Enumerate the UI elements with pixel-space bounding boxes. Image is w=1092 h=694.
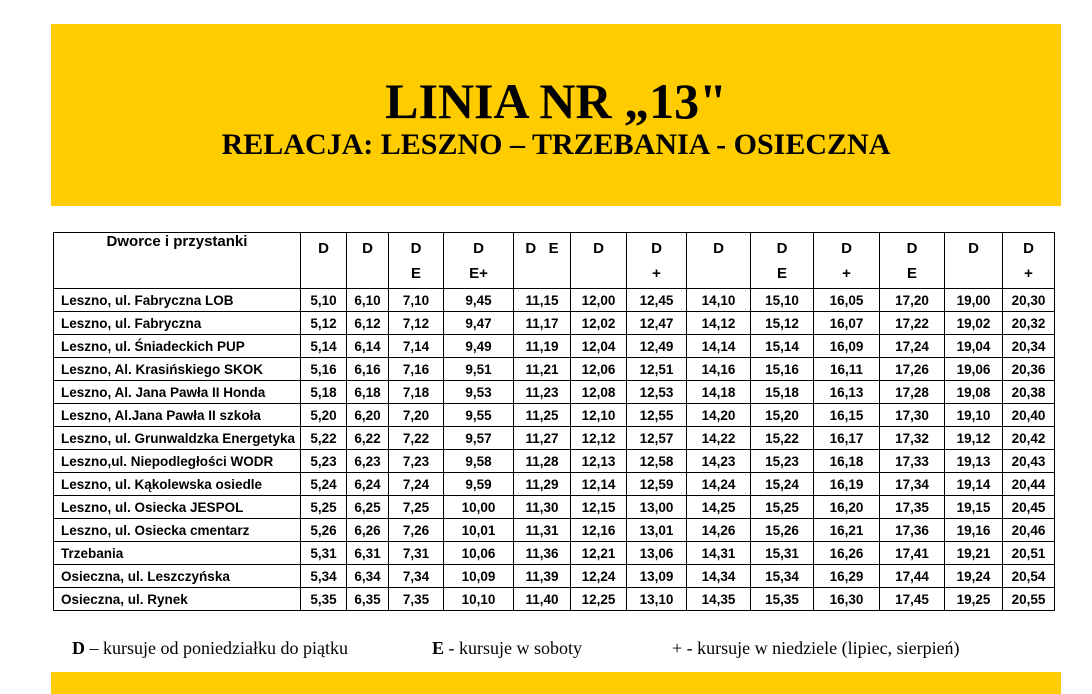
departure-time: 13,10 <box>627 588 687 611</box>
course-extra-code <box>571 262 626 286</box>
course-column-header <box>1003 233 1055 289</box>
stop-name: Leszno,ul. Niepodległości WODR <box>54 450 301 473</box>
course-extra-code: E <box>776 265 787 282</box>
departure-time: 9,58 <box>444 450 514 473</box>
departure-time: 16,15 <box>814 404 880 427</box>
course-day-code: D <box>841 240 852 257</box>
departure-time: 19,06 <box>945 358 1003 381</box>
departure-time: 5,22 <box>301 427 347 450</box>
departure-time: 16,05 <box>814 289 880 312</box>
departure-time: 14,18 <box>687 381 751 404</box>
departure-time: 16,09 <box>814 335 880 358</box>
departure-time: 19,16 <box>945 519 1003 542</box>
departure-time: 19,13 <box>945 450 1003 473</box>
legend-plus-text: - kursuje w niedziele (lipiec, sierpień) <box>682 638 960 658</box>
departure-time: 5,10 <box>301 289 347 312</box>
departure-time: 7,25 <box>389 496 444 519</box>
header-banner <box>51 24 1061 206</box>
departure-time: 15,34 <box>751 565 814 588</box>
departure-time: 5,12 <box>301 312 347 335</box>
departure-time: 14,26 <box>687 519 751 542</box>
departure-time: 11,36 <box>514 542 571 565</box>
table-row <box>54 565 1055 588</box>
departure-time: 11,40 <box>514 588 571 611</box>
departure-time: 15,25 <box>751 496 814 519</box>
legend <box>72 636 1032 660</box>
departure-time: 6,16 <box>347 358 389 381</box>
legend-plus-symbol: + <box>672 638 683 658</box>
departure-time: 20,51 <box>1003 542 1055 565</box>
departure-time: 20,36 <box>1003 358 1055 381</box>
departure-time: 6,34 <box>347 565 389 588</box>
course-extra-code <box>347 262 388 286</box>
course-day-code: D <box>968 240 979 257</box>
departure-time: 16,07 <box>814 312 880 335</box>
table-row <box>54 404 1055 427</box>
course-column-header <box>301 233 347 289</box>
departure-time: 5,34 <box>301 565 347 588</box>
course-day-code: D E <box>525 240 559 257</box>
departure-time: 10,01 <box>444 519 514 542</box>
departure-time: 6,14 <box>347 335 389 358</box>
departure-time: 15,22 <box>751 427 814 450</box>
departure-time: 7,20 <box>389 404 444 427</box>
stop-name: Leszno, ul. Osiecka cmentarz <box>54 519 301 542</box>
departure-time: 12,49 <box>627 335 687 358</box>
course-day-code: D <box>651 240 662 257</box>
departure-time: 20,42 <box>1003 427 1055 450</box>
departure-time: 7,14 <box>389 335 444 358</box>
departure-time: 11,17 <box>514 312 571 335</box>
departure-time: 12,08 <box>571 381 627 404</box>
departure-time: 14,24 <box>687 473 751 496</box>
departure-time: 20,34 <box>1003 335 1055 358</box>
legend-e-symbol: E <box>432 638 445 658</box>
legend-item-e <box>432 636 582 660</box>
course-day-code: D <box>593 240 604 257</box>
departure-time: 9,49 <box>444 335 514 358</box>
departure-time: 14,12 <box>687 312 751 335</box>
route-subtitle: RELACJA: LESZNO – TRZEBANIA - OSIECZNA <box>221 128 891 161</box>
departure-time: 9,59 <box>444 473 514 496</box>
course-extra-code: E+ <box>469 265 488 282</box>
departure-time: 12,13 <box>571 450 627 473</box>
departure-time: 12,47 <box>627 312 687 335</box>
departure-time: 6,24 <box>347 473 389 496</box>
departure-time: 19,10 <box>945 404 1003 427</box>
departure-time: 6,22 <box>347 427 389 450</box>
departure-time: 20,32 <box>1003 312 1055 335</box>
stop-name: Leszno, ul. Fabryczna <box>54 312 301 335</box>
table-row <box>54 450 1055 473</box>
departure-time: 17,26 <box>880 358 945 381</box>
departure-time: 15,24 <box>751 473 814 496</box>
course-column-header <box>945 233 1003 289</box>
departure-time: 11,27 <box>514 427 571 450</box>
course-extra-code <box>687 262 750 286</box>
departure-time: 6,25 <box>347 496 389 519</box>
course-extra-code: + <box>652 265 661 282</box>
table-row <box>54 335 1055 358</box>
departure-time: 17,30 <box>880 404 945 427</box>
timetable-header-row <box>54 233 1055 289</box>
departure-time: 6,23 <box>347 450 389 473</box>
departure-time: 14,20 <box>687 404 751 427</box>
departure-time: 20,54 <box>1003 565 1055 588</box>
course-column-header <box>347 233 389 289</box>
departure-time: 19,14 <box>945 473 1003 496</box>
table-row <box>54 358 1055 381</box>
departure-time: 12,16 <box>571 519 627 542</box>
stop-name: Leszno, ul. Osiecka JESPOL <box>54 496 301 519</box>
departure-time: 16,11 <box>814 358 880 381</box>
legend-d-text: – kursuje od poniedziałku do piątku <box>85 638 348 658</box>
departure-time: 12,53 <box>627 381 687 404</box>
departure-time: 20,44 <box>1003 473 1055 496</box>
course-extra-code <box>514 262 570 286</box>
departure-time: 5,20 <box>301 404 347 427</box>
departure-time: 15,14 <box>751 335 814 358</box>
departure-time: 10,06 <box>444 542 514 565</box>
stop-name: Leszno, Al.Jana Pawła II szkoła <box>54 404 301 427</box>
departure-time: 20,30 <box>1003 289 1055 312</box>
departure-time: 5,31 <box>301 542 347 565</box>
departure-time: 12,15 <box>571 496 627 519</box>
departure-time: 5,25 <box>301 496 347 519</box>
course-day-code: D <box>713 240 724 257</box>
departure-time: 17,34 <box>880 473 945 496</box>
departure-time: 17,28 <box>880 381 945 404</box>
departure-time: 16,19 <box>814 473 880 496</box>
departure-time: 19,25 <box>945 588 1003 611</box>
course-column-header <box>389 233 444 289</box>
departure-time: 6,20 <box>347 404 389 427</box>
course-column-header <box>687 233 751 289</box>
departure-time: 17,24 <box>880 335 945 358</box>
departure-time: 17,36 <box>880 519 945 542</box>
stop-name: Leszno, Al. Jana Pawła II Honda <box>54 381 301 404</box>
departure-time: 12,58 <box>627 450 687 473</box>
departure-time: 19,02 <box>945 312 1003 335</box>
departure-time: 19,21 <box>945 542 1003 565</box>
departure-time: 12,55 <box>627 404 687 427</box>
course-column-header <box>514 233 571 289</box>
departure-time: 6,35 <box>347 588 389 611</box>
departure-time: 13,01 <box>627 519 687 542</box>
departure-time: 11,31 <box>514 519 571 542</box>
course-day-code: D <box>776 240 788 257</box>
course-column-header <box>880 233 945 289</box>
departure-time: 13,00 <box>627 496 687 519</box>
departure-time: 9,47 <box>444 312 514 335</box>
course-extra-code: E <box>410 265 421 282</box>
departure-time: 11,39 <box>514 565 571 588</box>
course-column-header <box>571 233 627 289</box>
departure-time: 12,25 <box>571 588 627 611</box>
departure-time: 17,41 <box>880 542 945 565</box>
table-row <box>54 542 1055 565</box>
departure-time: 19,12 <box>945 427 1003 450</box>
course-day-code: D <box>473 240 484 257</box>
departure-time: 12,06 <box>571 358 627 381</box>
departure-time: 7,16 <box>389 358 444 381</box>
departure-time: 14,22 <box>687 427 751 450</box>
departure-time: 6,26 <box>347 519 389 542</box>
departure-time: 9,53 <box>444 381 514 404</box>
departure-time: 9,51 <box>444 358 514 381</box>
table-row <box>54 427 1055 450</box>
departure-time: 16,18 <box>814 450 880 473</box>
departure-time: 12,57 <box>627 427 687 450</box>
departure-time: 11,28 <box>514 450 571 473</box>
course-column-header <box>814 233 880 289</box>
departure-time: 12,59 <box>627 473 687 496</box>
departure-time: 16,13 <box>814 381 880 404</box>
departure-time: 14,23 <box>687 450 751 473</box>
departure-time: 13,06 <box>627 542 687 565</box>
departure-time: 6,31 <box>347 542 389 565</box>
departure-time: 19,00 <box>945 289 1003 312</box>
legend-item-plus <box>672 636 960 660</box>
departure-time: 17,33 <box>880 450 945 473</box>
legend-d-symbol: D <box>72 638 85 658</box>
stop-name: Leszno, ul. Kąkolewska osiedle <box>54 473 301 496</box>
course-day-code: D <box>318 240 329 257</box>
departure-time: 11,25 <box>514 404 571 427</box>
departure-time: 11,19 <box>514 335 571 358</box>
course-column-header <box>751 233 814 289</box>
departure-time: 19,04 <box>945 335 1003 358</box>
departure-time: 14,10 <box>687 289 751 312</box>
departure-time: 7,35 <box>389 588 444 611</box>
timetable-body <box>54 289 1055 611</box>
departure-time: 5,24 <box>301 473 347 496</box>
departure-time: 14,16 <box>687 358 751 381</box>
departure-time: 5,18 <box>301 381 347 404</box>
departure-time: 12,14 <box>571 473 627 496</box>
course-extra-code <box>945 262 1002 286</box>
departure-time: 7,24 <box>389 473 444 496</box>
stop-name: Trzebania <box>54 542 301 565</box>
departure-time: 11,29 <box>514 473 571 496</box>
departure-time: 20,46 <box>1003 519 1055 542</box>
departure-time: 15,10 <box>751 289 814 312</box>
departure-time: 13,09 <box>627 565 687 588</box>
departure-time: 10,10 <box>444 588 514 611</box>
departure-time: 20,43 <box>1003 450 1055 473</box>
departure-time: 17,20 <box>880 289 945 312</box>
departure-time: 9,57 <box>444 427 514 450</box>
stop-name: Osieczna, ul. Rynek <box>54 588 301 611</box>
departure-time: 16,17 <box>814 427 880 450</box>
departure-time: 19,15 <box>945 496 1003 519</box>
departure-time: 12,02 <box>571 312 627 335</box>
course-column-header <box>627 233 687 289</box>
departure-time: 9,45 <box>444 289 514 312</box>
departure-time: 20,40 <box>1003 404 1055 427</box>
course-extra-code <box>301 262 346 286</box>
departure-time: 7,22 <box>389 427 444 450</box>
departure-time: 5,26 <box>301 519 347 542</box>
timetable <box>53 232 1055 611</box>
course-extra-code: + <box>842 265 851 282</box>
course-day-code: D <box>410 240 422 257</box>
departure-time: 6,18 <box>347 381 389 404</box>
departure-time: 11,21 <box>514 358 571 381</box>
stop-name: Osieczna, ul. Leszczyńska <box>54 565 301 588</box>
departure-time: 9,55 <box>444 404 514 427</box>
table-row <box>54 312 1055 335</box>
table-row <box>54 588 1055 611</box>
departure-time: 11,23 <box>514 381 571 404</box>
departure-time: 7,23 <box>389 450 444 473</box>
departure-time: 12,10 <box>571 404 627 427</box>
departure-time: 10,00 <box>444 496 514 519</box>
departure-time: 16,30 <box>814 588 880 611</box>
departure-time: 7,34 <box>389 565 444 588</box>
departure-time: 14,25 <box>687 496 751 519</box>
departure-time: 5,14 <box>301 335 347 358</box>
stop-name: Leszno, ul. Śniadeckich PUP <box>54 335 301 358</box>
departure-time: 12,51 <box>627 358 687 381</box>
departure-time: 16,26 <box>814 542 880 565</box>
stop-name: Leszno, ul. Grunwaldzka Energetyka <box>54 427 301 450</box>
table-row <box>54 289 1055 312</box>
table-row <box>54 519 1055 542</box>
departure-time: 14,31 <box>687 542 751 565</box>
course-column-header <box>444 233 514 289</box>
departure-time: 12,12 <box>571 427 627 450</box>
departure-time: 15,16 <box>751 358 814 381</box>
departure-time: 17,22 <box>880 312 945 335</box>
departure-time: 7,26 <box>389 519 444 542</box>
departure-time: 14,14 <box>687 335 751 358</box>
table-row <box>54 381 1055 404</box>
course-day-code: D <box>362 240 373 257</box>
departure-time: 16,20 <box>814 496 880 519</box>
departure-time: 15,26 <box>751 519 814 542</box>
course-day-code: D <box>906 240 918 257</box>
departure-time: 7,12 <box>389 312 444 335</box>
departure-time: 16,21 <box>814 519 880 542</box>
departure-time: 15,12 <box>751 312 814 335</box>
departure-time: 11,30 <box>514 496 571 519</box>
departure-time: 20,45 <box>1003 496 1055 519</box>
departure-time: 5,23 <box>301 450 347 473</box>
course-day-code: D <box>1023 240 1034 257</box>
course-extra-code: + <box>1024 265 1033 282</box>
departure-time: 15,31 <box>751 542 814 565</box>
departure-time: 16,29 <box>814 565 880 588</box>
departure-time: 15,18 <box>751 381 814 404</box>
departure-time: 20,38 <box>1003 381 1055 404</box>
departure-time: 10,09 <box>444 565 514 588</box>
departure-time: 19,24 <box>945 565 1003 588</box>
legend-e-text: - kursuje w soboty <box>444 638 583 658</box>
departure-time: 17,32 <box>880 427 945 450</box>
departure-time: 6,12 <box>347 312 389 335</box>
departure-time: 7,10 <box>389 289 444 312</box>
table-row <box>54 473 1055 496</box>
table-row <box>54 496 1055 519</box>
line-title: LINIA NR „13" <box>385 73 727 129</box>
departure-time: 20,55 <box>1003 588 1055 611</box>
departure-time: 12,45 <box>627 289 687 312</box>
departure-time: 12,00 <box>571 289 627 312</box>
departure-time: 12,21 <box>571 542 627 565</box>
departure-time: 14,34 <box>687 565 751 588</box>
departure-time: 19,08 <box>945 381 1003 404</box>
departure-time: 15,35 <box>751 588 814 611</box>
stops-column-header: Dworce i przystanki <box>54 233 301 289</box>
departure-time: 17,44 <box>880 565 945 588</box>
stop-name: Leszno, Al. Krasińskiego SKOK <box>54 358 301 381</box>
departure-time: 5,16 <box>301 358 347 381</box>
legend-item-d <box>72 636 348 660</box>
departure-time: 6,10 <box>347 289 389 312</box>
departure-time: 12,24 <box>571 565 627 588</box>
stop-name: Leszno, ul. Fabryczna LOB <box>54 289 301 312</box>
departure-time: 17,45 <box>880 588 945 611</box>
departure-time: 11,15 <box>514 289 571 312</box>
departure-time: 7,31 <box>389 542 444 565</box>
departure-time: 12,04 <box>571 335 627 358</box>
footer-banner <box>51 672 1061 694</box>
departure-time: 7,18 <box>389 381 444 404</box>
course-extra-code: E <box>906 265 917 282</box>
departure-time: 5,35 <box>301 588 347 611</box>
departure-time: 14,35 <box>687 588 751 611</box>
departure-time: 17,35 <box>880 496 945 519</box>
departure-time: 15,20 <box>751 404 814 427</box>
departure-time: 15,23 <box>751 450 814 473</box>
